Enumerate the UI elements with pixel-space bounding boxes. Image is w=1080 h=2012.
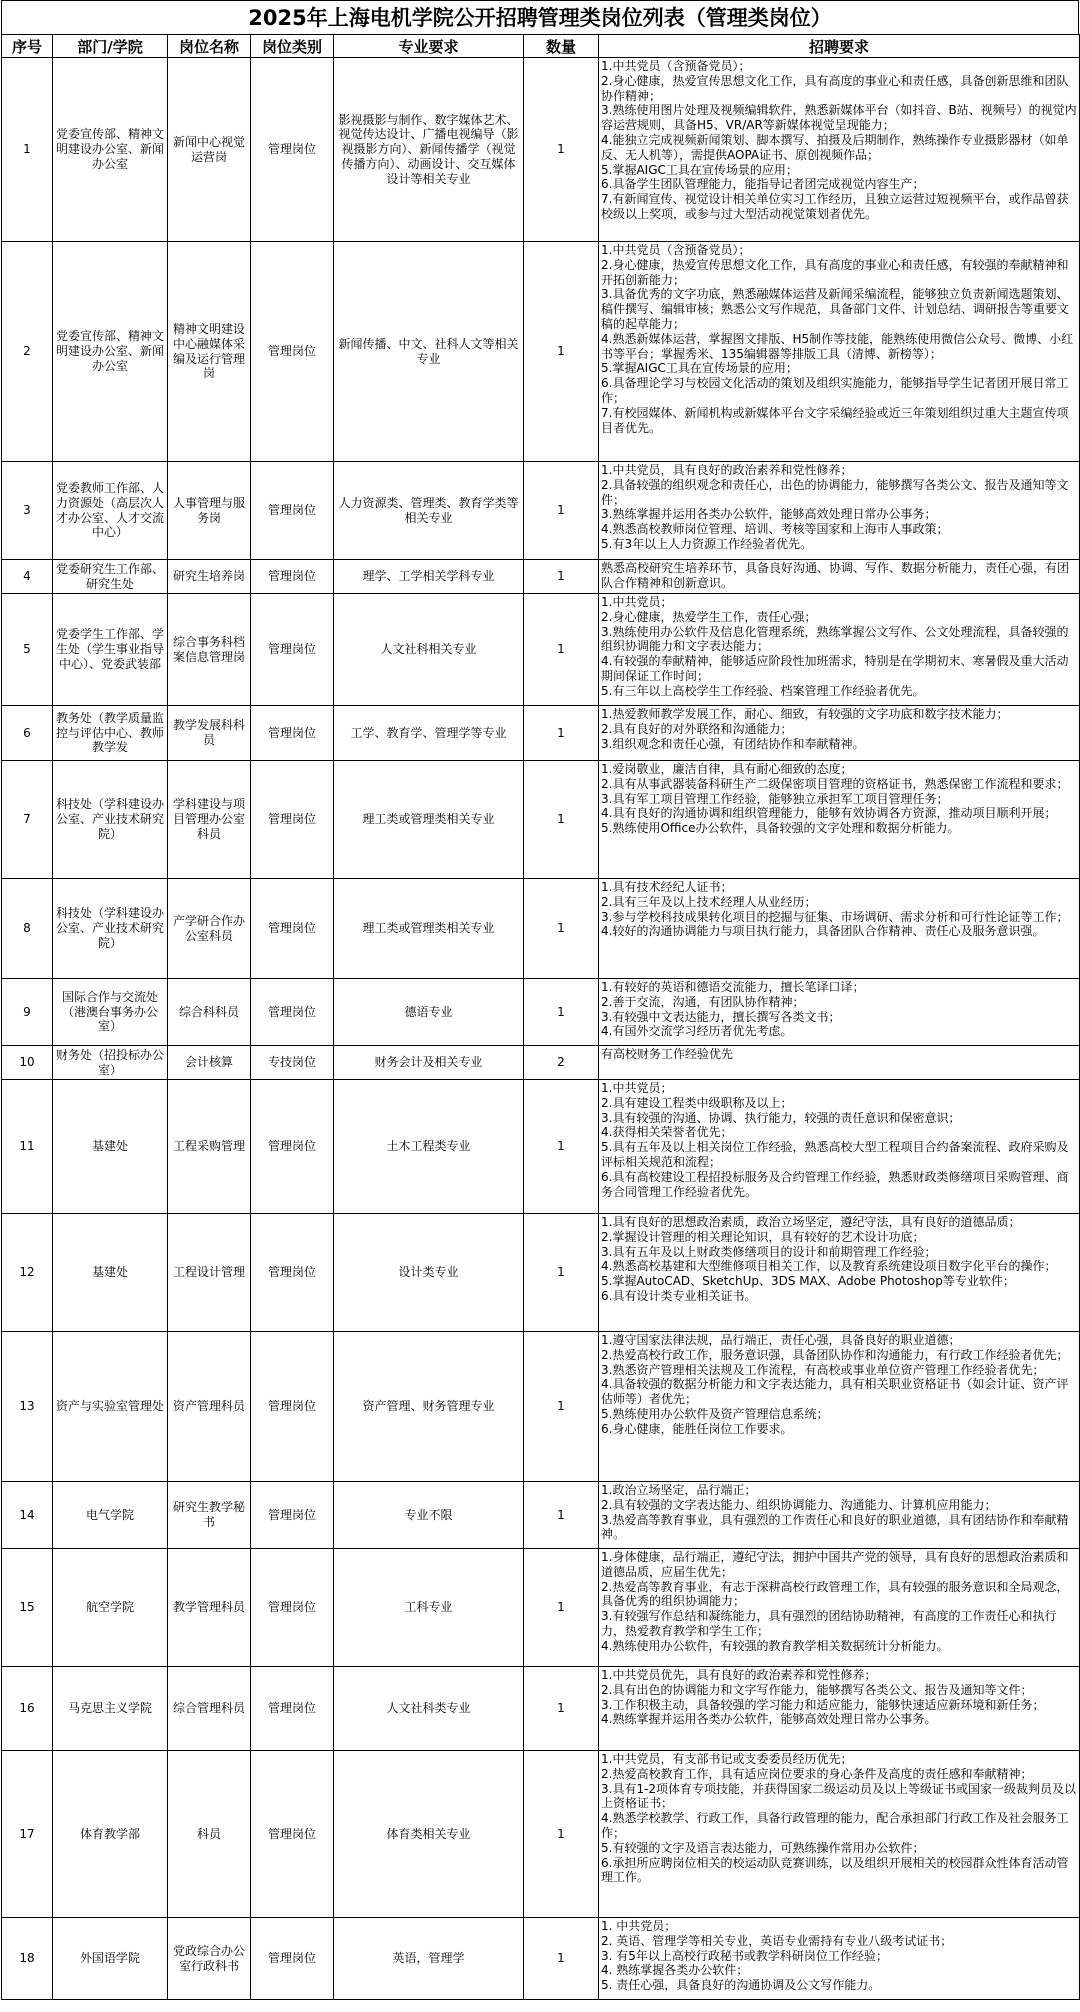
requirement-line: 4.有国外交流学习经历者优先考虑。 <box>601 1024 793 1039</box>
major-requirement-cell: 专业不限 <box>334 1482 524 1549</box>
requirement-line: 1.中共党员，具有良好的政治素养和党性修养； <box>601 463 853 477</box>
department-cell: 党委教师工作部、人力资源处（高层次人才办公室、人才交流中心） <box>53 462 168 560</box>
post-type-cell: 管理岗位 <box>251 1549 334 1667</box>
count-cell: 1 <box>524 242 599 462</box>
major-requirement-cell: 财务会计及相关专业 <box>334 1046 524 1080</box>
requirement-line: 1.遵守国家法律法规，品行端正，责任心强，具备良好的职业道德； <box>601 1333 961 1347</box>
post-name-cell: 资产管理科员 <box>168 1332 251 1482</box>
requirement-line: 2.热爱高等教育事业，有志于深耕高校行政管理工作，具有较强的服务意识和全局观念，具备优秀的组织协调能力； <box>601 1579 1069 1609</box>
requirement-line: 4.熟悉高校教师岗位管理、培训、考核等国家和上海市人事政策； <box>601 522 949 537</box>
post-name-cell: 教学发展科科员 <box>168 706 251 761</box>
post-name-cell: 人事管理与服务岗 <box>168 462 251 560</box>
post-type-cell: 管理岗位 <box>251 1751 334 1918</box>
requirements-cell <box>599 1080 1080 1214</box>
requirements-cell <box>599 560 1080 594</box>
count-cell: 1 <box>524 979 599 1046</box>
major-requirement-cell: 理学、工学相关学科专业 <box>334 560 524 594</box>
requirement-line: 2.具有较强的文字表达能力、组织协调能力、沟通能力、计算机应用能力； <box>601 1497 997 1512</box>
requirement-line: 2.具有建设工程类中级职称及以上； <box>601 1095 793 1110</box>
post-type-cell: 管理岗位 <box>251 462 334 560</box>
requirement-line: 4.获得相关荣誉者优先； <box>601 1125 733 1140</box>
requirement-line: 6.具备学生团队管理能力，能指导记者团完成视觉内容生产； <box>601 177 925 192</box>
requirement-line: 1.中共党员； <box>601 1081 673 1095</box>
requirement-line: 5.熟练使用办公软件及资产管理信息系统； <box>601 1406 829 1421</box>
requirement-line: 6.具备理论学习与校园文化活动的策划及组织实施能力，能够指导学生记者团开展日常工作； <box>601 376 1069 405</box>
requirement-line: 4.较好的沟通协调能力与项目执行能力，具备团队合作精神、责任心及服务意识强。 <box>601 924 1045 939</box>
requirement-line: 3.具有较强的沟通、协调、执行能力，较强的责任意识和保密意识； <box>601 1110 961 1125</box>
requirements-cell <box>599 1482 1080 1549</box>
requirement-line: 5.有三年以上高校学生工作经验、档案管理工作经验者优先。 <box>601 683 925 698</box>
requirement-line: 3.具有1-2项体育专项技能，并获得国家二级运动员及以上等级证书或国家一级裁判员及以上资格证书； <box>601 1781 1077 1811</box>
requirement-line: 1.中共党员（含预备党员）； <box>601 243 751 257</box>
post-type-cell: 管理岗位 <box>251 242 334 462</box>
department-cell: 国际合作与交流处（港澳台事务办公室） <box>53 979 168 1046</box>
department-cell: 资产与实验室管理处 <box>53 1332 168 1482</box>
requirement-line: 5. 责任心强，具备良好的沟通协调及公文写作能力。 <box>601 1978 881 1993</box>
requirement-line: 3.参与学校科技成果转化项目的挖掘与征集、市场调研、需求分析和可行性论证等工作； <box>601 909 1069 924</box>
requirement-line: 3.熟悉资产管理相关法规及工作流程，有高校或事业单位资产管理工作经验者优先； <box>601 1362 1045 1377</box>
department-cell: 党委宣传部、精神文明建设办公室、新闻办公室 <box>53 58 168 242</box>
header-major: 专业要求 <box>334 35 524 58</box>
table-row <box>2 462 1080 560</box>
department-cell: 科技处（学科建设办公室、产业技术研究院） <box>53 761 168 879</box>
post-name-cell: 综合科科员 <box>168 979 251 1046</box>
requirement-line: 1.爱岗敬业，廉洁自律，具有耐心细致的态度； <box>601 762 853 776</box>
department-cell: 党委学生工作部、学生处（学生事业指导中心）、党委武装部 <box>53 594 168 706</box>
requirement-line: 2.善于交流，沟通，有团队协作精神； <box>601 994 805 1009</box>
table-body <box>2 58 1080 2000</box>
table-row <box>2 979 1080 1046</box>
requirement-line: 2. 英语、管理学等相关专业，英语专业需持有专业八级考试证书； <box>601 1933 953 1948</box>
requirement-line: 5.掌握AIGC工具在宣传场景的应用； <box>601 361 798 376</box>
post-name-cell: 研究生教学秘书 <box>168 1482 251 1549</box>
requirement-line: 3.熟练使用图片处理及视频编辑软件，熟悉新媒体平台（如抖音、B站、视频号）的视觉内容运营规则，具备H5、VR/AR等新媒体视觉呈现能力； <box>601 103 1077 133</box>
row-number-cell: 4 <box>2 560 53 594</box>
count-cell: 1 <box>524 462 599 560</box>
requirements-cell <box>599 594 1080 706</box>
department-cell: 党委研究生工作部、研究生处 <box>53 560 168 594</box>
positions-table <box>1 34 1080 2000</box>
header-count: 数量 <box>524 35 599 58</box>
requirement-line: 2.掌握设计管理的相关理论知识，具有较好的艺术设计功底； <box>601 1229 925 1244</box>
row-number-cell: 18 <box>2 1918 53 2000</box>
requirement-line: 3. 有5年以上高校行政秘书或教学科研岗位工作经验； <box>601 1948 888 1963</box>
requirement-line: 2.具备较强的组织观念和责任心，出色的协调能力，能够撰写各类公文、报告及通知等文件； <box>601 477 1069 507</box>
table-row <box>2 761 1080 879</box>
post-name-cell: 产学研合作办公室科员 <box>168 879 251 979</box>
row-number-cell: 6 <box>2 706 53 761</box>
post-type-cell: 管理岗位 <box>251 560 334 594</box>
requirement-line: 4.具备较强的数据分析能力和文字表达能力，具有相关职业资格证书（如会计证、资产评估师等）者优先； <box>601 1377 1069 1407</box>
count-cell: 1 <box>524 1214 599 1332</box>
requirement-line: 1.有较好的英语和德语交流能力，擅长笔译口译； <box>601 980 865 994</box>
requirements-cell <box>599 1751 1080 1918</box>
row-number-cell: 1 <box>2 58 53 242</box>
department-cell: 科技处（学科建设办公室、产业技术研究院） <box>53 879 168 979</box>
row-number-cell: 14 <box>2 1482 53 1549</box>
requirement-line: 1.热爱教师教学发展工作，耐心、细致，有较强的文字功底和数字技术能力； <box>601 707 1009 721</box>
requirement-line: 2.热爱高校教育工作，具有适应岗位要求的身心条件及高度的责任感和奉献精神； <box>601 1766 1033 1781</box>
requirement-line: 3.具备优秀的文字功底，熟悉融媒体运营及新闻采编流程，能够独立负责新闻选题策划、稿件撰写、编辑审核；熟悉公文写作规范，具备部门文件、计划总结、调研报告等重要文稿的起草能力； <box>601 287 1070 331</box>
requirement-line: 2.身心健康，热爱宣传思想文化工作，具有高度的事业心和责任感，有较强的奉献精神和开拓创新能力； <box>601 257 1069 287</box>
post-type-cell: 管理岗位 <box>251 1918 334 2000</box>
requirements-cell <box>599 706 1080 761</box>
count-cell: 1 <box>524 1667 599 1751</box>
requirements-cell <box>599 1332 1080 1482</box>
row-number-cell: 7 <box>2 761 53 879</box>
requirement-line: 5.掌握AIGC工具在宣传场景的应用； <box>601 162 798 177</box>
post-name-cell: 综合管理科员 <box>168 1667 251 1751</box>
post-name-cell: 工程设计管理 <box>168 1214 251 1332</box>
post-name-cell: 综合事务科档案信息管理岗 <box>168 594 251 706</box>
requirement-line: 4.有较强的奉献精神，能够适应阶段性加班需求，特别是在学期初末、寒暑假及重大活动期间保证工作时间； <box>601 654 1069 683</box>
page-title: 2025年上海电机学院公开招聘管理类岗位列表（管理类岗位） <box>1 0 1079 34</box>
count-cell: 1 <box>524 761 599 879</box>
header-type: 岗位类别 <box>251 35 334 58</box>
requirement-line: 4.具有良好的沟通协调和组织管理能力，能够有效协调各方资源，推动项目顺利开展； <box>601 806 1057 821</box>
post-type-cell: 管理岗位 <box>251 706 334 761</box>
row-number-cell: 15 <box>2 1549 53 1667</box>
requirements-cell <box>599 1046 1080 1080</box>
row-number-cell: 13 <box>2 1332 53 1482</box>
requirement-line: 有高校财务工作经验优先 <box>601 1047 734 1061</box>
post-type-cell: 管理岗位 <box>251 1332 334 1482</box>
count-cell: 1 <box>524 594 599 706</box>
row-number-cell: 12 <box>2 1214 53 1332</box>
department-cell: 基建处 <box>53 1214 168 1332</box>
count-cell: 1 <box>524 706 599 761</box>
department-cell: 航空学院 <box>53 1549 168 1667</box>
table-row <box>2 1046 1080 1080</box>
requirement-line: 2.具有三年及以上技术经理人从业经历； <box>601 894 817 909</box>
table-row <box>2 706 1080 761</box>
requirements-cell <box>599 1918 1080 2000</box>
count-cell: 1 <box>524 1080 599 1214</box>
row-number-cell: 8 <box>2 879 53 979</box>
major-requirement-cell: 新闻传播、中文、社科人文等相关专业 <box>334 242 524 462</box>
requirement-line: 1.具有技术经纪人证书； <box>601 880 733 894</box>
post-name-cell: 会计核算 <box>168 1046 251 1080</box>
post-type-cell: 管理岗位 <box>251 1214 334 1332</box>
row-number-cell: 5 <box>2 594 53 706</box>
major-requirement-cell: 土木工程类专业 <box>334 1080 524 1214</box>
requirement-line: 1.中共党员优先，具有良好的政治素养和党性修养； <box>601 1668 877 1682</box>
requirement-line: 3.热爱高等教育事业，具有强烈的工作责任心和良好的职业道德，具有团结协作和奉献精神。 <box>601 1512 1069 1542</box>
table-row <box>2 1751 1080 1918</box>
row-number-cell: 11 <box>2 1080 53 1214</box>
row-number-cell: 2 <box>2 242 53 462</box>
department-cell: 教务处（教学质量监控与评估中心、教师教学发 <box>53 706 168 761</box>
requirements-cell <box>599 761 1080 879</box>
count-cell: 1 <box>524 1549 599 1667</box>
requirement-line: 7.有校园媒体、新闻机构或新媒体平台文字采编经验或近三年策划组织过重大主题宣传项目者优先。 <box>601 405 1069 435</box>
post-type-cell: 专技岗位 <box>251 1046 334 1080</box>
requirement-line: 2.具有出色的协调能力和文字写作能力，能够撰写各类公文、报告及通知等文件； <box>601 1682 1033 1697</box>
requirement-line: 3.熟练使用办公软件及信息化管理系统，熟练掌握公文写作、公文处理流程，具备较强的组织协调能力和文字表达能力； <box>601 624 1069 654</box>
requirement-line: 2.热爱高校行政工作，服务意识强，具备团队协作和沟通能力，有行政工作经验者优先； <box>601 1347 1069 1362</box>
requirement-line: 5.掌握AutoCAD、SketchUp、3DS MAX、Adobe Photoshop等专业软件； <box>601 1274 1015 1289</box>
table-row <box>2 1214 1080 1332</box>
requirement-line: 4.熟练掌握并运用各类办公软件，能够高效处理日常办公事务。 <box>601 1712 937 1727</box>
count-cell: 1 <box>524 58 599 242</box>
post-name-cell: 工程采购管理 <box>168 1080 251 1214</box>
requirement-line: 3.组织观念和责任心强，有团结协作和奉献精神。 <box>601 736 865 751</box>
requirement-line: 2.身心健康，热爱宣传思想文化工作，具有高度的事业心和责任感，具备创新思维和团队协作精神； <box>601 73 1069 103</box>
requirement-line: 4. 熟练掌握各类办公软件； <box>601 1963 749 1978</box>
table-row <box>2 1482 1080 1549</box>
requirement-line: 4.能独立完成视频新闻策划、脚本撰写、拍摄及后期制作，熟练操作专业摄影器材（如单反、无人机等），需提供AOPA证书、原创视频作品； <box>601 132 1069 162</box>
post-type-cell: 管理岗位 <box>251 879 334 979</box>
requirement-line: 5.熟练使用Office办公软件，具备较强的文字处理和数据分析能力。 <box>601 821 960 836</box>
major-requirement-cell: 设计类专业 <box>334 1214 524 1332</box>
post-name-cell: 党政综合办公室行政科书 <box>168 1918 251 2000</box>
table-row <box>2 1918 1080 2000</box>
requirement-line: 6.身心健康，能胜任岗位工作要求。 <box>601 1421 793 1436</box>
table-row <box>2 879 1080 979</box>
requirement-line: 1. 中共党员； <box>601 1919 677 1933</box>
requirement-line: 3.具有五年及以上财政类修缮项目的设计和前期管理工作经验； <box>601 1244 937 1259</box>
major-requirement-cell: 德语专业 <box>334 979 524 1046</box>
department-cell: 基建处 <box>53 1080 168 1214</box>
post-name-cell: 新闻中心视觉运营岗 <box>168 58 251 242</box>
table-row <box>2 560 1080 594</box>
post-type-cell: 管理岗位 <box>251 979 334 1046</box>
requirement-line: 1.中共党员，有支部书记或支委委员经历优先； <box>601 1752 853 1766</box>
count-cell: 1 <box>524 1918 599 2000</box>
major-requirement-cell: 人文社科相关专业 <box>334 594 524 706</box>
table-row <box>2 58 1080 242</box>
requirement-line: 4.熟悉学校教学、行政工作，具备行政管理的能力，配合承担部门行政工作及社会服务工作； <box>601 1811 1069 1840</box>
count-cell: 2 <box>524 1046 599 1080</box>
department-cell: 体育教学部 <box>53 1751 168 1918</box>
major-requirement-cell: 人文社科类专业 <box>334 1667 524 1751</box>
post-name-cell: 精神文明建设中心融媒体采编及运行管理岗 <box>168 242 251 462</box>
row-number-cell: 9 <box>2 979 53 1046</box>
table-row <box>2 1080 1080 1214</box>
post-type-cell: 管理岗位 <box>251 1482 334 1549</box>
table-row <box>2 594 1080 706</box>
requirement-line: 2.具有从事武器装备科研生产二级保密项目管理的资格证书，熟悉保密工作流程和要求； <box>601 776 1069 791</box>
requirements-cell <box>599 242 1080 462</box>
requirement-line: 5.有3年以上人力资源工作经验者优先。 <box>601 536 813 551</box>
header-department: 部门/学院 <box>53 35 168 58</box>
requirement-line: 4.熟练使用办公软件，有较强的教育教学相关数据统计分析能力。 <box>601 1638 949 1653</box>
row-number-cell: 3 <box>2 462 53 560</box>
table-row <box>2 242 1080 462</box>
department-cell: 财务处（招投标办公室） <box>53 1046 168 1080</box>
count-cell: 1 <box>524 1332 599 1482</box>
count-cell: 1 <box>524 560 599 594</box>
table-row <box>2 1332 1080 1482</box>
header-no: 序号 <box>2 35 53 58</box>
requirement-line: 4.熟悉新媒体运营，掌握图文排版、H5制作等技能，能熟练使用微信公众号、微博、小红书等平台；掌握秀米、135编辑器等排版工具（清博、新榜等）； <box>601 331 1074 361</box>
post-type-cell: 管理岗位 <box>251 594 334 706</box>
requirements-cell <box>599 1214 1080 1332</box>
post-type-cell: 管理岗位 <box>251 1667 334 1751</box>
requirement-line: 熟悉高校研究生培养环节，具备良好沟通、协调、写作、数据分析能力，责任心强，有团队合作精神和创新意识。 <box>601 561 1070 590</box>
table-row <box>2 1549 1080 1667</box>
requirements-cell <box>599 462 1080 560</box>
post-type-cell: 管理岗位 <box>251 761 334 879</box>
requirement-line: 7.有新闻宣传、视觉设计相关单位实习工作经历，且独立运营过短视频平台，或作品曾获校级以上奖项，或参与过大型活动视觉策划者优先。 <box>601 192 1069 221</box>
requirement-line: 1.具有良好的思想政治素质，政治立场坚定，遵纪守法，具有良好的道德品质； <box>601 1215 1021 1229</box>
requirement-line: 2.具有良好的对外联络和沟通能力； <box>601 721 793 736</box>
requirement-line: 1.身体健康，品行端正，遵纪守法，拥护中国共产党的领导，具有良好的思想政治素质和道德品质，应届生优先； <box>601 1550 1069 1579</box>
requirement-line: 4.熟悉高校基建和大型维修项目相关工作，以及教育系统建设项目数字化平台的操作； <box>601 1259 1057 1274</box>
row-number-cell: 10 <box>2 1046 53 1080</box>
post-type-cell: 管理岗位 <box>251 1080 334 1214</box>
header-requirements: 招聘要求 <box>599 35 1080 58</box>
header-post: 岗位名称 <box>168 35 251 58</box>
requirement-line: 1.政治立场坚定，品行端正； <box>601 1483 757 1497</box>
major-requirement-cell: 资产管理、财务管理专业 <box>334 1332 524 1482</box>
requirements-cell <box>599 58 1080 242</box>
requirement-line: 3.工作积极主动，具备较强的学习能力和适应能力，能够快速适应新环境和新任务； <box>601 1697 1045 1712</box>
major-requirement-cell: 工科专业 <box>334 1549 524 1667</box>
requirement-line: 1.中共党员（含预备党员）； <box>601 59 751 73</box>
post-name-cell: 科员 <box>168 1751 251 1918</box>
table-header-row <box>2 35 1080 58</box>
row-number-cell: 17 <box>2 1751 53 1918</box>
count-cell: 1 <box>524 1751 599 1918</box>
requirement-line: 3.熟练掌握并运用各类办公软件，能够高效处理日常办公事务； <box>601 507 937 522</box>
major-requirement-cell: 理工类或管理类相关专业 <box>334 879 524 979</box>
count-cell: 1 <box>524 1482 599 1549</box>
major-requirement-cell: 英语，管理学 <box>334 1918 524 2000</box>
major-requirement-cell: 工学、教育学、管理学等专业 <box>334 706 524 761</box>
requirements-cell <box>599 979 1080 1046</box>
requirement-line: 5.有较强的文字及语言表达能力，可熟练操作常用办公软件； <box>601 1840 925 1855</box>
post-name-cell: 研究生培养岗 <box>168 560 251 594</box>
department-cell: 外国语学院 <box>53 1918 168 2000</box>
requirement-line: 3.有较强中文表达能力，擅长撰写各类文书； <box>601 1009 841 1024</box>
requirement-line: 1.中共党员； <box>601 595 673 609</box>
requirement-line: 6.具有高校建设工程招投标服务及合约管理工作经验，熟悉财政类修缮项目采购管理、商务合同管理工作经验者优先。 <box>601 1169 1069 1199</box>
requirements-cell <box>599 1549 1080 1667</box>
table-row <box>2 1667 1080 1751</box>
department-cell: 党委宣传部、精神文明建设办公室、新闻办公室 <box>53 242 168 462</box>
major-requirement-cell: 理工类或管理类相关专业 <box>334 761 524 879</box>
count-cell: 1 <box>524 879 599 979</box>
requirement-line: 3.具有军工项目管理工作经验，能够独立承担军工项目管理任务； <box>601 791 949 806</box>
major-requirement-cell: 人力资源类、管理类、教育学类等相关专业 <box>334 462 524 560</box>
major-requirement-cell: 体育类相关专业 <box>334 1751 524 1918</box>
requirement-line: 2.身心健康，热爱学生工作，责任心强； <box>601 609 817 624</box>
requirement-line: 6.承担所应聘岗位相关的校运动队竞赛训练，以及组织开展相关的校园群众性体育活动管理工作。 <box>601 1855 1069 1885</box>
requirement-line: 3.有较强写作总结和凝练能力，具有强烈的团结协助精神，有高度的工作责任心和执行力，热爱教育教学和学生工作； <box>601 1609 1057 1638</box>
requirements-cell <box>599 879 1080 979</box>
post-name-cell: 学科建设与项目管理办公室科员 <box>168 761 251 879</box>
department-cell: 马克思主义学院 <box>53 1667 168 1751</box>
post-type-cell: 管理岗位 <box>251 58 334 242</box>
requirement-line: 5.具有五年及以上相关岗位工作经验，熟悉高校大型工程项目合约备案流程、政府采购及评标相关规范和流程； <box>601 1140 1069 1169</box>
row-number-cell: 16 <box>2 1667 53 1751</box>
requirement-line: 6.具有设计类专业相关证书。 <box>601 1288 757 1303</box>
major-requirement-cell: 影视摄影与制作、数字媒体艺术、视觉传达设计、广播电视编导（影视摄影方向）、新闻传播学（视觉传播方向）、动画设计、交互媒体设计等相关专业 <box>334 58 524 242</box>
requirements-cell <box>599 1667 1080 1751</box>
post-name-cell: 教学管理科员 <box>168 1549 251 1667</box>
department-cell: 电气学院 <box>53 1482 168 1549</box>
